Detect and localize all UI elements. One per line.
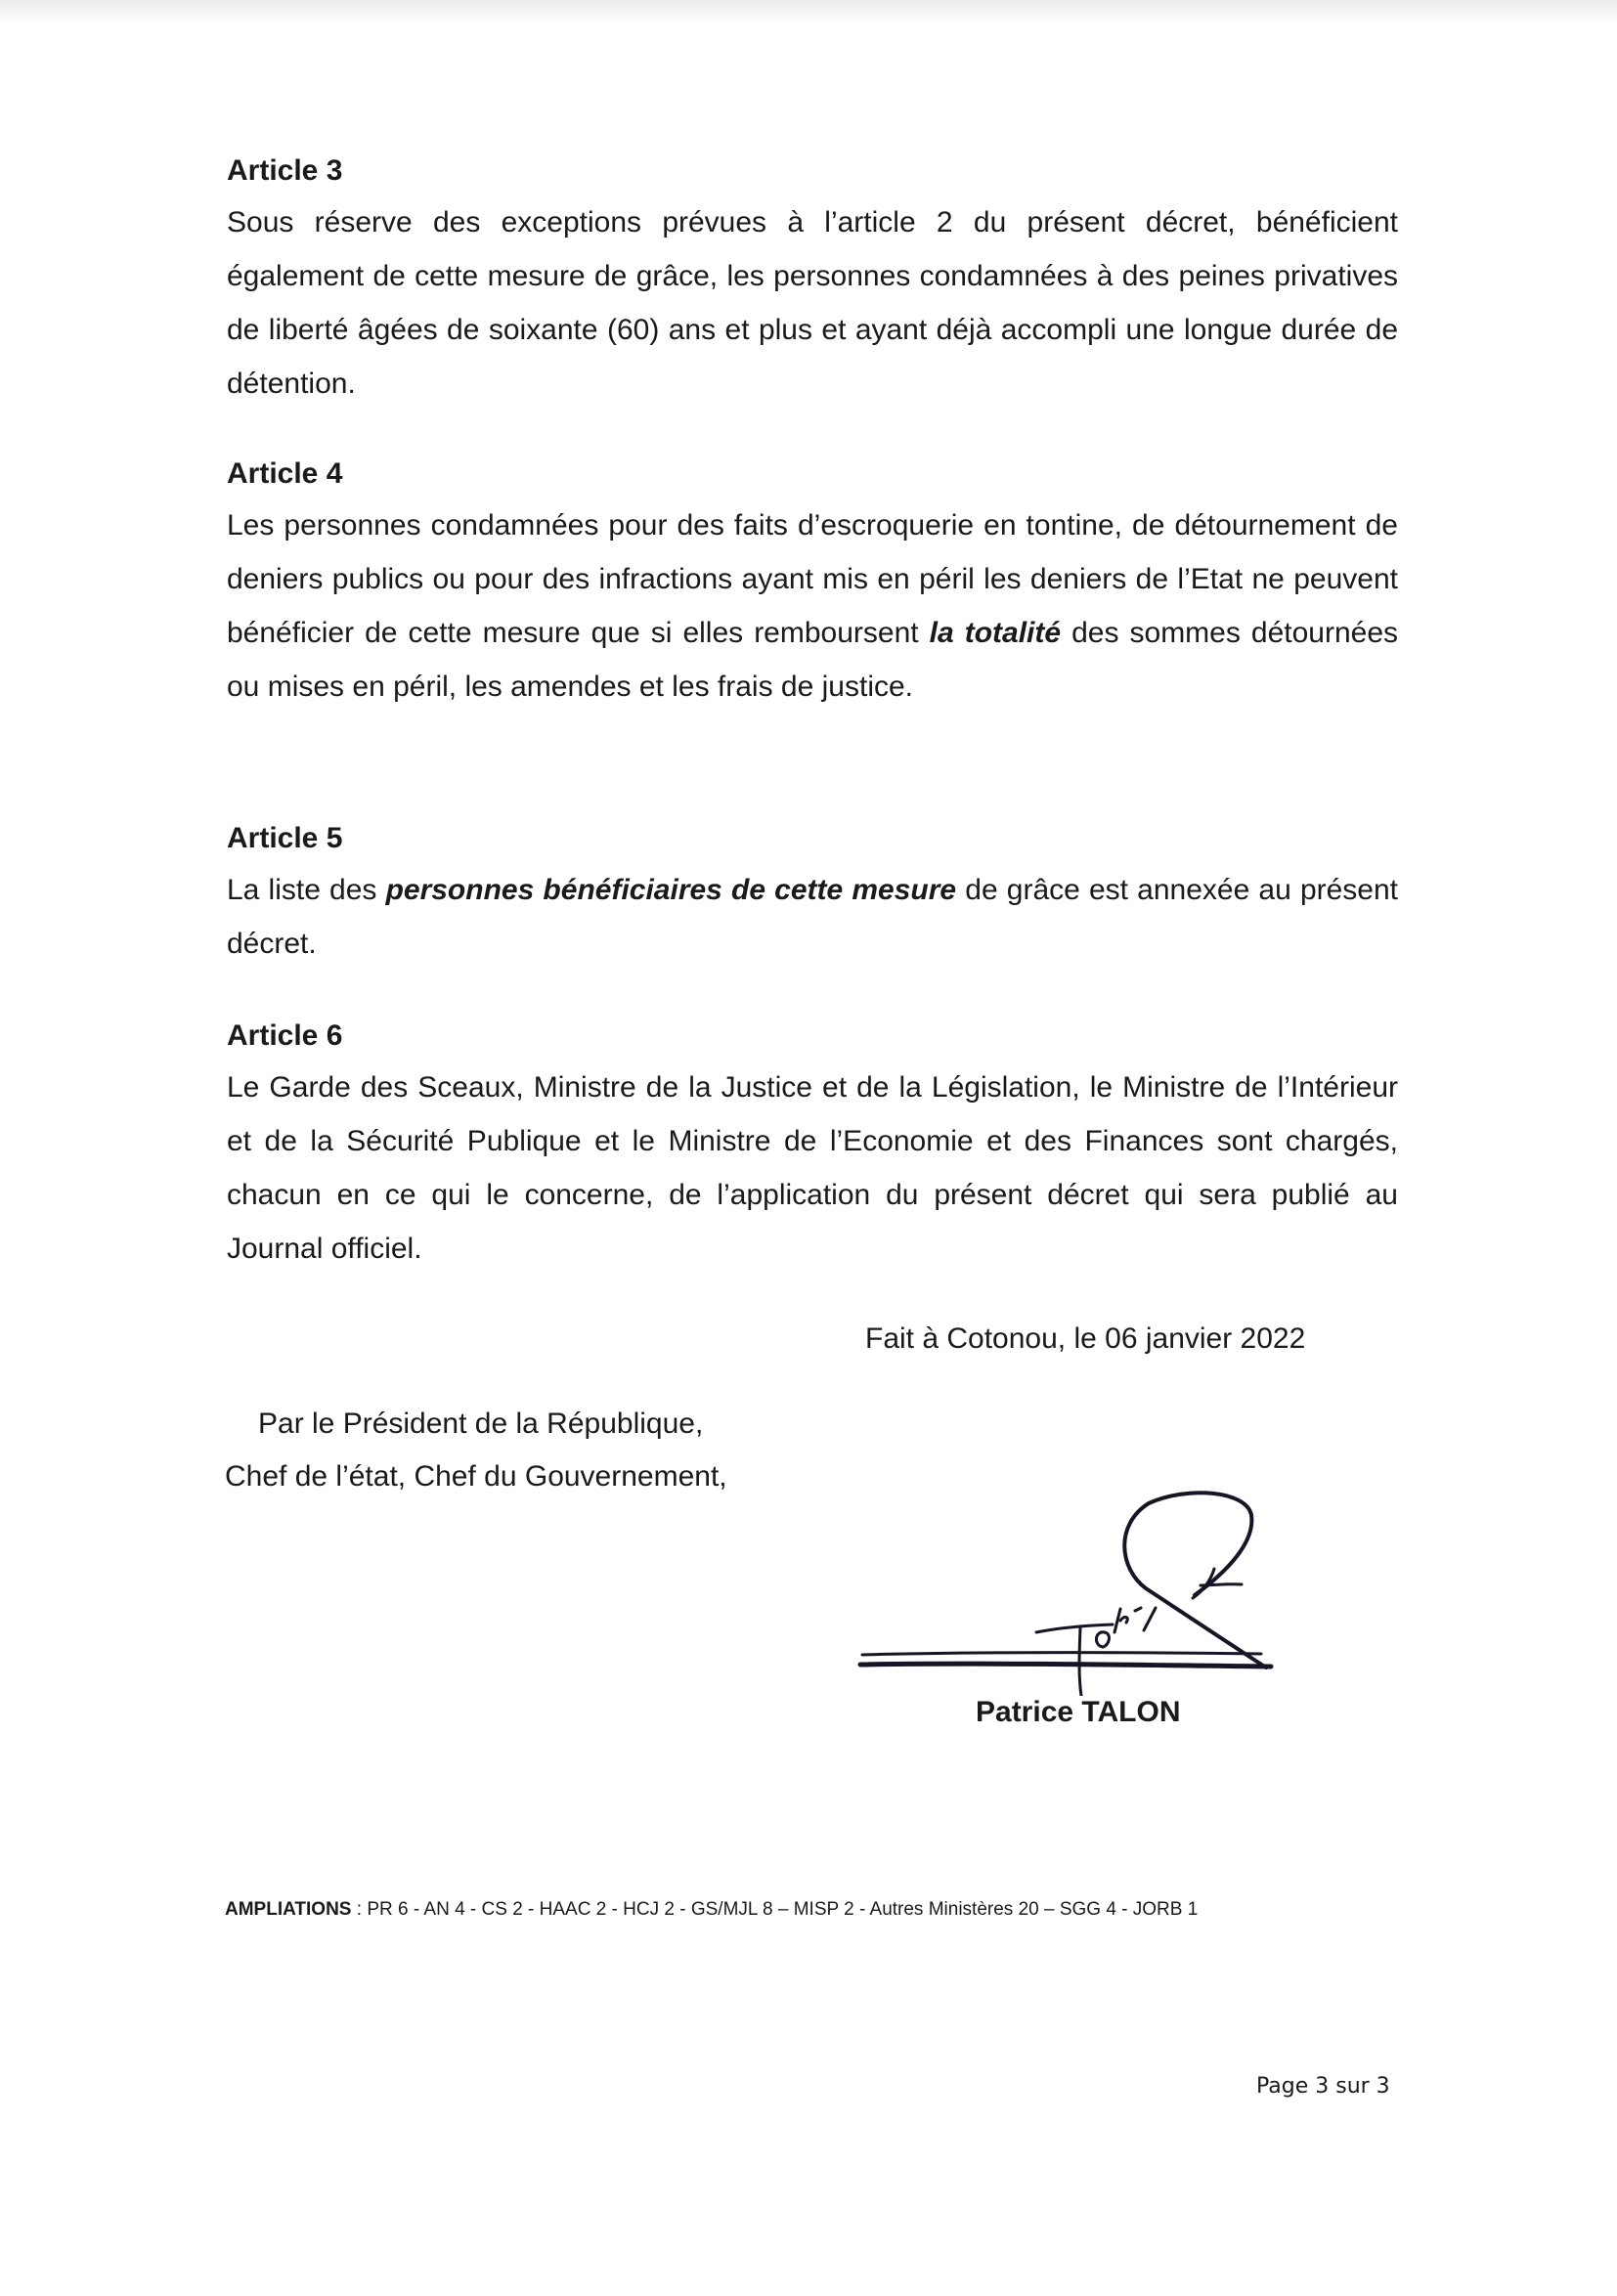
signatory-title-line: Chef de l’état, Chef du Gouvernement, [225,1460,727,1493]
body-text: Les personnes condamnées pour des faits d’escroquerie en tontine, de détournement de deniers publics ou pour des infractions ayant mis en péril les deniers de l’Etat ne peuvent bénéficier de cette mesure que si elles remboursent [227,509,1398,649]
ampliations-label: AMPLIATIONS [225,1899,352,1920]
place-and-date: Fait à Cotonou, le 06 janvier 2022 [865,1322,1306,1355]
body-text: de grâce est annexée au présent décret. [227,874,1399,960]
ampliations-line [225,1896,1198,1924]
body-text: des sommes détournées ou mises en péril, les amendes et les frais de justice. [227,617,1399,703]
article-title: Article 4 [227,457,343,490]
article-body [227,195,1398,411]
scan-edge-shading [0,0,1617,23]
signatory-block [225,1398,727,1503]
emphasized-text: personnes bénéficiaires de cette mesure [385,874,957,906]
body-text: La liste des [227,874,386,906]
body-text: Le Garde des Sceaux, Ministre de la Justice et de la Législation, le Ministre de l’Intérieur et de la Sécurité Publique et le Ministre de l’Economie et des Finances sont chargés, chacun en ce qui le concerne, de l’application du présent décret qui sera publié au Journal officiel. [227,1071,1398,1265]
ampliations-list: : PR 6 - AN 4 - CS 2 - HAAC 2 - HCJ 2 - GS/MJL 8 – MISP 2 - Autres Ministères 20 – SGG 4 - JORB 1 [351,1899,1199,1920]
signer-name: Patrice TALON [976,1696,1181,1728]
article-3 [227,152,1398,411]
article-5 [227,819,1398,971]
emphasized-text: la totalité [929,617,1062,649]
signatory-title-line: Par le Président de la République, [258,1408,704,1440]
article-body [227,498,1398,714]
article-title: Article 5 [227,822,343,854]
body-text: Sous réserve des exceptions prévues à l’article 2 du présent décret, bénéficient également de cette mesure de grâce, les personnes condamnées à des peines privatives de liberté âgées de soixante (60) ans et plus et ayant déjà accompli une longue durée de détention. [227,206,1398,400]
article-body [227,1061,1398,1276]
article-6 [227,1017,1398,1276]
article-title: Article 6 [227,1019,343,1052]
page-number: Page 3 sur 3 [1256,2074,1390,2099]
article-body [227,863,1398,971]
article-4 [227,455,1398,714]
handwritten-signature [851,1486,1290,1696]
article-title: Article 3 [227,154,343,187]
